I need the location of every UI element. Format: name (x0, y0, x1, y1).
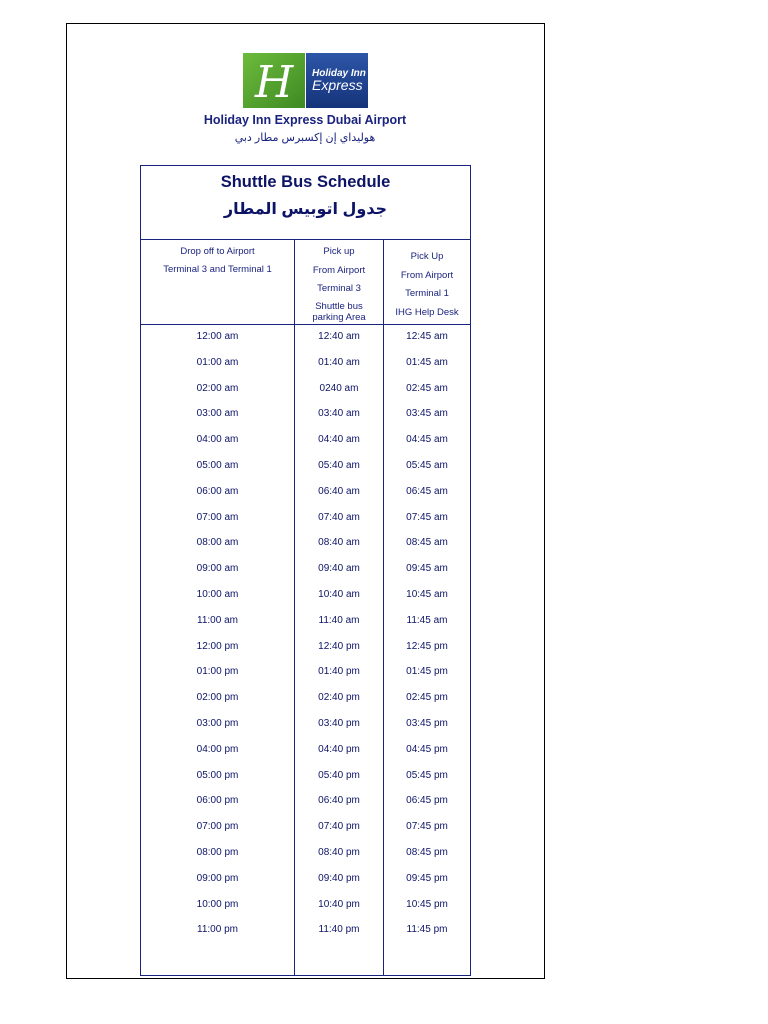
drop-off-time: 09:00 pm (196, 872, 239, 884)
pickup-terminal-3-time: 02:40 pm (318, 692, 360, 704)
drop-off-time: 11:00 am (197, 614, 238, 626)
column-header-pickup-terminal-1 (384, 239, 470, 324)
drop-off-time: 05:00 am (196, 460, 239, 471)
pickup-terminal-3-time: 12:40 am (318, 331, 360, 342)
pickup-terminal-1-time: 06:45 pm (406, 795, 448, 807)
logo-text-line2: Express (312, 77, 363, 93)
pickup-terminal-1-time: 06:45 am (406, 485, 448, 497)
pickup-terminal-1-time: 02:45 pm (406, 692, 448, 704)
pickup-terminal-1-time: 04:45 pm (406, 743, 448, 755)
logo-text-line1: Holiday Inn (312, 68, 366, 79)
column-header-line: From Airport (400, 269, 454, 281)
pickup-terminal-3-time: 03:40 am (318, 408, 360, 420)
column-divider (294, 239, 295, 975)
drop-off-time: 05:00 pm (196, 769, 239, 781)
drop-off-time: 02:00 pm (196, 692, 239, 704)
pickup-terminal-1-time: 08:45 pm (406, 847, 448, 858)
column-header-line: parking Area (312, 311, 366, 323)
pickup-terminal-3-time: 0240 am (319, 382, 359, 394)
column-header-line: IHG Help Desk (395, 306, 459, 318)
schedule-title-arabic: جدول اتوبيس المطار (223, 201, 388, 218)
logo-graphic (243, 53, 368, 108)
drop-off-time: 10:00 am (196, 589, 239, 600)
drop-off-time: 02:00 am (196, 382, 239, 394)
column-header-drop-off (141, 239, 294, 324)
pickup-terminal-3-time: 06:40 pm (318, 795, 360, 807)
drop-off-time: 09:00 am (196, 563, 239, 575)
drop-off-time: 08:00 am (196, 537, 239, 549)
drop-off-time: 03:00 am (196, 408, 239, 420)
drop-off-time: 03:00 pm (196, 718, 239, 729)
column-header-line: Pick up (323, 246, 355, 257)
pickup-terminal-3-time: 11:40 am (318, 614, 360, 626)
pickup-terminal-3-time: 10:40 am (318, 589, 360, 600)
drop-off-time: 06:00 am (196, 485, 239, 497)
pickup-terminal-1-time: 04:45 am (406, 434, 448, 446)
pickup-terminal-1-time: 11:45 pm (406, 924, 448, 936)
pickup-terminal-3-time: 07:40 am (318, 511, 360, 523)
pickup-terminal-3-time: 10:40 pm (318, 898, 360, 910)
pickup-terminal-3-time: 03:40 pm (318, 718, 360, 729)
pickup-terminal-1-time: 10:45 am (406, 589, 448, 600)
pickup-terminal-3-time: 11:40 pm (318, 924, 360, 936)
holiday-inn-express-logo (243, 53, 368, 108)
column-header-line: Terminal 1 (405, 288, 449, 299)
pickup-terminal-3-time: 01:40 pm (318, 666, 360, 678)
pickup-terminal-3-time: 12:40 pm (318, 640, 360, 652)
pickup-terminal-1-time: 01:45 am (406, 356, 448, 368)
drop-off-time: 07:00 am (196, 511, 239, 523)
shuttle-schedule-table (140, 165, 471, 976)
drop-off-time: 04:00 pm (196, 743, 239, 755)
pickup-terminal-3-time: 08:40 am (318, 537, 360, 549)
column-header-line: Drop off to Airport (180, 246, 255, 257)
pickup-terminal-1-time: 09:45 am (406, 563, 448, 575)
pickup-terminal-3-time: 06:40 am (318, 485, 360, 497)
pickup-terminal-1-time: 08:45 am (406, 537, 448, 549)
hotel-name: Holiday Inn Express Dubai Airport (203, 113, 407, 127)
pickup-terminal-1-time: 02:45 am (406, 382, 448, 394)
pickup-terminal-1-time: 12:45 am (406, 331, 448, 342)
pickup-terminal-1-time: 10:45 pm (406, 898, 448, 910)
header-divider (141, 324, 470, 325)
column-divider (383, 239, 384, 975)
pickup-terminal-3-time: 05:40 am (318, 460, 360, 471)
pickup-terminal-1-time: 12:45 pm (406, 640, 448, 652)
column-header-pickup-terminal-3 (295, 239, 383, 324)
column-header-line: Terminal 3 and Terminal 1 (163, 264, 272, 275)
drop-off-time: 11:00 pm (197, 924, 238, 936)
pickup-terminal-3-time: 04:40 am (318, 434, 360, 446)
pickup-terminal-1-time: 03:45 pm (406, 718, 448, 729)
pickup-terminal-3-time: 01:40 am (318, 356, 360, 368)
pickup-terminal-1-time: 03:45 am (406, 408, 448, 420)
drop-off-time: 12:00 am (196, 331, 239, 342)
column-header-line: Terminal 3 (317, 283, 361, 294)
pickup-terminal-1-time: 07:45 pm (406, 821, 448, 833)
drop-off-time: 01:00 am (196, 356, 239, 368)
column-header-line: Shuttle bus (315, 300, 363, 312)
pickup-terminal-3-time: 08:40 pm (318, 847, 360, 858)
pickup-terminal-1-time: 01:45 pm (406, 666, 448, 678)
pickup-terminal-3-time: 09:40 am (318, 563, 360, 575)
pickup-terminal-3-time: 05:40 pm (318, 769, 360, 781)
pickup-terminal-1-time: 11:45 am (406, 614, 448, 626)
drop-off-time: 04:00 am (196, 434, 239, 446)
schedule-title: Shuttle Bus Schedule (220, 173, 391, 191)
logo-monogram: H (254, 57, 294, 108)
column-header-line: From Airport (312, 264, 366, 276)
column-header-line: Pick Up (410, 251, 444, 262)
drop-off-time: 07:00 pm (196, 821, 239, 833)
pickup-terminal-1-time: 09:45 pm (406, 872, 448, 884)
pickup-terminal-3-time: 07:40 pm (318, 821, 360, 833)
hotel-name-arabic: هوليداي إن إكسبرس مطار دبي (234, 132, 376, 144)
pickup-terminal-1-time: 07:45 am (406, 511, 448, 523)
drop-off-time: 01:00 pm (196, 666, 239, 678)
drop-off-time: 12:00 pm (196, 640, 239, 652)
pickup-terminal-1-time: 05:45 am (406, 460, 448, 471)
drop-off-time: 08:00 pm (196, 847, 239, 858)
pickup-terminal-3-time: 04:40 pm (318, 743, 360, 755)
drop-off-time: 06:00 pm (196, 795, 239, 807)
drop-off-time: 10:00 pm (196, 898, 239, 910)
pickup-terminal-1-time: 05:45 pm (406, 769, 448, 781)
pickup-terminal-3-time: 09:40 pm (318, 872, 360, 884)
schedule-title-area (141, 166, 470, 240)
